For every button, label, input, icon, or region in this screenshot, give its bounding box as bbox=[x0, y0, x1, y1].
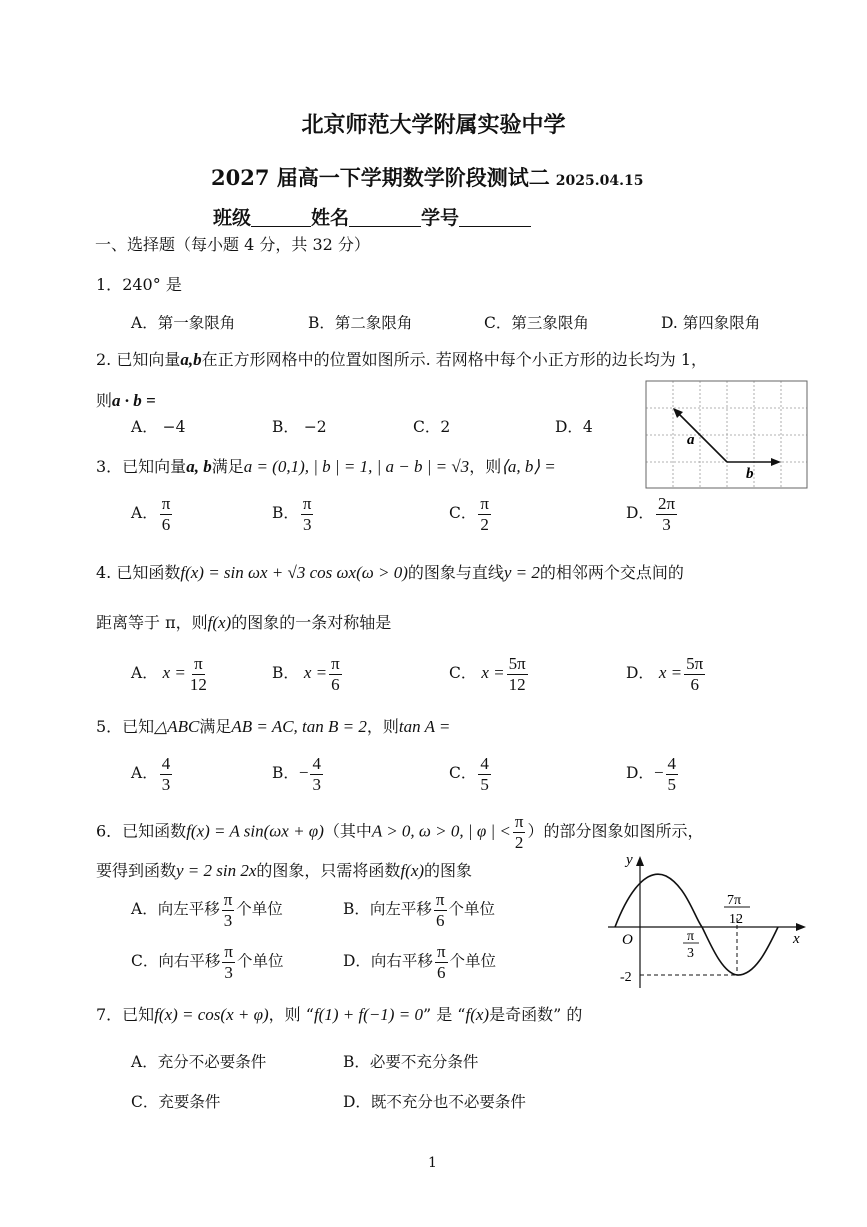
fraction bbox=[513, 812, 526, 852]
q1-option-d[interactable]: D. 第四象限角 bbox=[661, 314, 761, 332]
denominator: 6 bbox=[161, 514, 171, 534]
numerator: π bbox=[480, 494, 489, 513]
q6-condition: A > 0, ω > 0, | φ | < bbox=[371, 821, 511, 841]
denominator: 3 bbox=[161, 774, 171, 794]
option-label: B．向左平移 bbox=[343, 900, 432, 919]
option-unit: 个单位 bbox=[449, 952, 497, 971]
option-label: A． bbox=[131, 764, 158, 783]
question-5 bbox=[96, 714, 450, 737]
q1-option-c[interactable]: C．第三象限角 bbox=[484, 314, 589, 332]
denominator: 5 bbox=[480, 774, 489, 794]
q6-stem-line2 bbox=[96, 858, 472, 881]
q7-stem-part: ，则 “ bbox=[268, 1005, 314, 1024]
option-label: A． bbox=[131, 664, 158, 683]
q6-option-d[interactable] bbox=[343, 942, 496, 982]
fraction bbox=[222, 890, 235, 930]
q4-stem-part: 的相邻两个交点间的 bbox=[539, 563, 684, 582]
id-label: 学号 bbox=[421, 207, 460, 229]
tick-7pi-12-den: 12 bbox=[729, 912, 743, 927]
q3-angle: ⟨a, b⟩ = bbox=[501, 457, 556, 476]
option-prefix: x = bbox=[162, 663, 186, 683]
q6-fx: f(x) bbox=[400, 861, 425, 880]
q6-sine-graph bbox=[600, 848, 812, 993]
option-prefix: x = bbox=[481, 663, 505, 683]
denominator: 12 bbox=[189, 674, 207, 694]
q2-option-a[interactable]: A． −4 bbox=[131, 418, 186, 436]
q6-function: f(x) = A sin(ωx + φ) bbox=[186, 821, 324, 841]
numerator: 4 bbox=[312, 754, 321, 773]
q6-stem-part: ）的部分图象如图所示， bbox=[527, 821, 704, 841]
option-label: D． bbox=[626, 504, 654, 523]
vector-a-arrow bbox=[675, 410, 727, 462]
q4-option-a[interactable] bbox=[131, 654, 211, 694]
q7-option-c[interactable]: C．充要条件 bbox=[131, 1093, 221, 1111]
q5-option-b[interactable] bbox=[272, 754, 325, 794]
option-label: D． bbox=[626, 764, 654, 783]
vector-a-label: a bbox=[687, 432, 695, 448]
q5-option-c[interactable] bbox=[449, 754, 493, 794]
numerator: 4 bbox=[161, 754, 171, 773]
denominator: 2 bbox=[480, 514, 489, 534]
q2-vectors: a,b bbox=[180, 350, 202, 369]
q5-option-a[interactable] bbox=[131, 754, 174, 794]
section-heading: 一、选择题（每小题 4 分，共 32 分） bbox=[95, 235, 370, 254]
fraction bbox=[666, 754, 679, 794]
q3-stem-part: ，则 bbox=[469, 457, 502, 476]
fraction bbox=[507, 654, 528, 694]
q4-stem-part: 距离等于 π，则 bbox=[96, 613, 208, 632]
numerator: 5π bbox=[508, 654, 526, 673]
numerator: 5π bbox=[686, 654, 704, 673]
option-unit: 个单位 bbox=[448, 900, 496, 919]
q6-stem-part: 要得到函数 bbox=[96, 861, 177, 880]
q5-option-d[interactable] bbox=[626, 754, 680, 794]
denominator: 6 bbox=[435, 910, 445, 930]
id-blank[interactable] bbox=[459, 208, 531, 227]
option-label: A．向左平移 bbox=[131, 900, 220, 919]
q1-option-b[interactable]: B．第二象限角 bbox=[308, 314, 413, 332]
numerator: π bbox=[436, 942, 446, 961]
q3-option-a[interactable] bbox=[131, 494, 174, 534]
numerator: π bbox=[161, 494, 171, 513]
option-label: D．向右平移 bbox=[343, 952, 433, 971]
q6-stem-part: 6．已知函数 bbox=[96, 821, 187, 841]
q2-stem-part: 则 bbox=[96, 391, 113, 410]
q4-stem-part: 的图象与直线 bbox=[407, 563, 504, 582]
min-value-label: -2 bbox=[620, 970, 632, 985]
fraction bbox=[301, 494, 314, 534]
numerator: 4 bbox=[667, 754, 677, 773]
q7-stem-part: 7．已知 bbox=[96, 1005, 155, 1024]
q3-stem-part: 满足 bbox=[211, 457, 244, 476]
question-6 bbox=[96, 812, 703, 852]
question-3 bbox=[96, 454, 556, 477]
fraction bbox=[435, 942, 448, 982]
q4-option-c[interactable] bbox=[449, 654, 530, 694]
denominator: 12 bbox=[508, 674, 526, 694]
denominator: 6 bbox=[436, 962, 446, 982]
q4-option-b[interactable] bbox=[272, 654, 344, 694]
q2-stem-part: 2. 已知向量 bbox=[96, 350, 181, 369]
student-info-line bbox=[213, 203, 531, 230]
option-prefix: x = bbox=[658, 663, 683, 683]
denominator: 6 bbox=[690, 674, 699, 694]
option-label: C． bbox=[449, 664, 477, 683]
question-2 bbox=[96, 347, 707, 370]
q4-line: y = 2 bbox=[503, 563, 540, 582]
option-label: C． bbox=[449, 504, 477, 523]
denominator: 2 bbox=[514, 832, 524, 852]
q4-stem-part: 4. 已知函数 bbox=[96, 563, 181, 582]
q7-function: f(x) = cos(x + φ) bbox=[154, 1005, 269, 1024]
x-axis-label: x bbox=[793, 931, 800, 947]
question-1 bbox=[96, 272, 182, 295]
numerator: 2π bbox=[657, 494, 676, 513]
denominator: 3 bbox=[312, 774, 321, 794]
numerator: π bbox=[223, 890, 233, 909]
origin-label: O bbox=[622, 932, 633, 948]
numerator: π bbox=[224, 942, 233, 961]
fraction bbox=[160, 494, 173, 534]
q6-stem-part: （其中 bbox=[323, 821, 372, 841]
q3-option-b[interactable] bbox=[272, 494, 315, 534]
q5-stem-part: 5．已知 bbox=[96, 717, 155, 736]
question-7 bbox=[96, 1002, 582, 1025]
q3-vectors: a, b bbox=[186, 457, 212, 476]
option-label: C．向右平移 bbox=[131, 952, 221, 971]
numerator: π bbox=[194, 654, 203, 673]
q4-function: f(x) = sin ωx + √3 cos ωx(ω > 0) bbox=[180, 563, 408, 582]
q4-fx: f(x) bbox=[207, 613, 232, 632]
q2-grid-figure bbox=[645, 380, 810, 492]
q1-stem: 240° 是 bbox=[122, 275, 182, 294]
fraction bbox=[684, 654, 705, 694]
q4-stem-line2 bbox=[96, 610, 391, 633]
tick-pi-3-num: π bbox=[687, 929, 695, 944]
option-label: B． bbox=[272, 664, 299, 683]
option-prefix: x = bbox=[303, 663, 328, 683]
sign: − bbox=[653, 763, 664, 783]
school-title: 北京师范大学附属实验中学 bbox=[301, 112, 566, 138]
q3-option-d[interactable] bbox=[626, 494, 679, 534]
fraction bbox=[160, 754, 173, 794]
fraction bbox=[656, 494, 677, 534]
q6-option-c[interactable] bbox=[131, 942, 283, 982]
option-label: B． bbox=[272, 504, 299, 523]
q6-option-b[interactable] bbox=[343, 890, 495, 930]
fraction bbox=[434, 890, 447, 930]
q3-option-c[interactable] bbox=[449, 494, 493, 534]
q6-option-a[interactable] bbox=[131, 890, 283, 930]
fraction bbox=[188, 654, 209, 694]
q3-stem-part: 3．已知向量 bbox=[96, 457, 187, 476]
q5-stem-part: ，则 bbox=[366, 717, 399, 736]
exam-date: 2025.04.15 bbox=[555, 173, 644, 189]
q7-option-d[interactable]: D．既不充分也不必要条件 bbox=[343, 1093, 526, 1111]
exam-title bbox=[211, 162, 643, 192]
q7-option-a[interactable]: A．充分不必要条件 bbox=[131, 1053, 267, 1071]
class-blank[interactable] bbox=[251, 208, 311, 227]
sign: − bbox=[298, 763, 309, 783]
option-unit: 个单位 bbox=[236, 952, 284, 971]
name-label: 姓名 bbox=[311, 207, 350, 229]
vector-b-label: b bbox=[746, 466, 754, 482]
x-axis-arrow-icon bbox=[796, 923, 806, 931]
tick-7pi-12-num: 7π bbox=[727, 893, 742, 908]
y-axis-arrow-icon bbox=[636, 856, 644, 866]
denominator: 3 bbox=[662, 514, 671, 534]
q2-option-b[interactable]: B． −2 bbox=[272, 418, 327, 436]
q7-stem-part: ” 是 “ bbox=[422, 1005, 466, 1024]
q6-target: y = 2 sin 2x bbox=[176, 861, 257, 880]
q7-stem-part: 是奇函数” 的 bbox=[489, 1005, 583, 1024]
denominator: 5 bbox=[667, 774, 677, 794]
fraction bbox=[478, 494, 491, 534]
q5-triangle: △ABC bbox=[154, 717, 200, 736]
option-label: B． bbox=[272, 764, 299, 783]
q1-number: 1． bbox=[96, 275, 123, 294]
q2-option-d[interactable]: D．4 bbox=[555, 418, 593, 436]
q5-stem-part: 满足 bbox=[199, 717, 232, 736]
q2-stem-part: 在正方形网格中的位置如图所示. 若网格中每个小正方形的边长均为 1， bbox=[201, 350, 708, 369]
q2-option-c[interactable]: C．2 bbox=[413, 418, 451, 436]
option-unit: 个单位 bbox=[236, 900, 283, 919]
fraction bbox=[329, 654, 342, 694]
numerator: π bbox=[514, 812, 524, 831]
numerator: π bbox=[331, 654, 340, 673]
question-4 bbox=[96, 560, 684, 583]
denominator: 6 bbox=[331, 674, 340, 694]
fraction bbox=[222, 942, 235, 982]
arrowhead-icon bbox=[771, 458, 781, 466]
q4-option-d[interactable] bbox=[626, 654, 707, 694]
denominator: 3 bbox=[223, 910, 233, 930]
q3-condition: a = (0,1), | b | = 1, | a − b | = √3 bbox=[243, 457, 470, 476]
q2-dot-product: a · b = bbox=[112, 391, 156, 410]
page-number: 1 bbox=[428, 1155, 437, 1171]
q7-condition: f(1) + f(−1) = 0 bbox=[313, 1005, 423, 1024]
q7-option-b[interactable]: B．必要不充分条件 bbox=[343, 1053, 479, 1071]
option-label: C． bbox=[449, 764, 477, 783]
q7-fx: f(x) bbox=[465, 1005, 490, 1024]
fraction bbox=[478, 754, 491, 794]
fraction bbox=[310, 754, 323, 794]
name-blank[interactable] bbox=[349, 208, 421, 227]
option-label: A． bbox=[131, 504, 158, 523]
exam-name: 2027 届高一下学期数学阶段测试二 bbox=[211, 165, 550, 190]
tick-pi-3-den: 3 bbox=[687, 946, 694, 961]
numerator: π bbox=[302, 494, 312, 513]
denominator: 3 bbox=[224, 962, 233, 982]
denominator: 3 bbox=[302, 514, 312, 534]
class-label: 班级 bbox=[213, 207, 252, 229]
option-label: D． bbox=[626, 664, 654, 683]
q6-stem-part: 的图象 bbox=[424, 861, 473, 880]
q1-option-a[interactable]: A．第一象限角 bbox=[131, 314, 236, 332]
q6-stem-part: 的图象，只需将函数 bbox=[256, 861, 401, 880]
numerator: π bbox=[435, 890, 445, 909]
q5-target: tan A = bbox=[398, 717, 451, 736]
q4-stem-part: 的图象的一条对称轴是 bbox=[231, 613, 392, 632]
q2-stem-line2 bbox=[96, 388, 156, 411]
numerator: 4 bbox=[480, 754, 489, 773]
y-axis-label: y bbox=[626, 852, 633, 868]
q5-condition: AB = AC, tan B = 2 bbox=[231, 717, 367, 736]
